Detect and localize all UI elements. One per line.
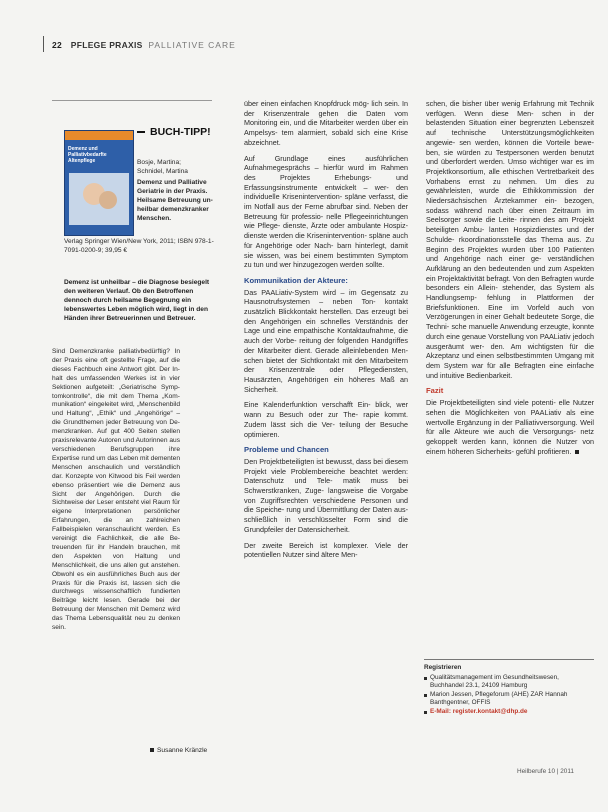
paragraph: Auf Grundlage eines ausführlichen Aufnahmegesprächs – hierfür wurd im Rahmen des Projektes Erhebungs- und Erfassungsinstrumente entwickelt – wer- den individuelle Krisenintervention- spläne verfasst, die im Notfall aus der Ferne abrufbar sind. Neben der Betreuung für professio- nelle Pflegeeinrichtungen wie Pflege- dienste, Ärzte oder ambulante Hospiz- dienste werden die Krisenintervention- spläne auch für Angehörige oder Nach- barn hinterlegt, damit sie wissen, was bei einem bestimmten Symptom zu tun und wer hinzugezogen werden sollte. [244,153,408,270]
subsection-title: PALLIATIVE CARE [148,40,236,50]
paragraph: schen, die bisher über wenig Erfahrung mit Technik verfügen. Wenn diese Men- schen in der belastenden Situation einer begrenzten Lebenszeit auf technische Unterstützungsmöglichkeiten angewie- sen werden, können die Vorteile bewe- ben, sie würden zu Testpersonen werden benutzt und überfordert werden. Umso wichtiger war es im Projektkonsortium, alle ethischen Vertretbarkeit des Vorhabens ernst zu nehmen. Um dies zu gewährleisten, wurde die Ethikkommission der Niedersächsischen Ärztekammer ein- bezogen, sodass während nach über einen Zeitraum im Seelsorger sowie die Leite- rinnen des am Projekt beteiligten Ambu- lanten Hospizdienstes und der Schulde- rkoordinationsstelle das Thema aus. Zu Beginn des Projektes wurden über 100 Patienten und Angehörige nach einer ge- verständlichen Aufklärung an den bedeutenden und zum Aspekten ein Projektaktivität befragt. Von den Befragten wurde besonders ein Allein- stehender, das System als Handlungsemp- fehlung in Plattformen der Briefsfunktionen. Eine im Vorfeld auch von Verzögerungen in einer Gehalt bedeutete Sorge, die Techni- sche manuelle Anwendung erzeugte, konnte durch eine genaue Vorstellung von PAALiativ jedoch ausgeräumt wer- den. Am wichtigsten für die Akzeptanz und einen selbstbestimmten Umgang mit dem System war für alle Befragten eine einfache und intuitive Bedienbarkeit. [426,99,594,380]
page-footer: Heilberufe 10 | 2011 [517,768,574,775]
paragraph: Die Projektbeteiligten sind viele potenti- elle Nutzer sehen die Möglichkeiten von PAALiativ als eine wertvolle Ergänzung in der Palliativversorgung. Weil für alle Akteure wie auch die Versorgungs- netz gekoppelt werden kann, können die Nutzer von einem höheren Sicherheits- gefühl profitieren. [426,398,594,456]
book-lead: Demenz ist unheilbar – die Diagnose besiegelt den weiteren Verlauf. Ob den Betroffenen dennoch durch heilsame Begegnung ein lebenswertes Leben möglich wird, liegt in den Händen ihrer Betreuerinnen und Betreuer. [64,279,210,322]
paragraph: Den Projektbeteiligten ist bewusst, dass bei diesem Projekt viele Problembereiche beachtet werden: Datenschutz und Tele- matik muss bei Schwerstkranken, Zuge- langsweise die Vorgabe von Zugriffsrechten verschiedene Personen und die Speiche- rung und Übermittlung der Daten aus- schließlich in verschlüsselter Form sind die Grundpfeiler der Datensicherheit. [244,456,408,534]
book-cover-image [64,130,134,236]
book-info [137,158,217,223]
paragraph: Das PAALiativ-System wird – im Gegensatz zu Hausnotrufsystemen – neben Ton- kontakt zusätzlich Blickkontakt herstellen. Das erzeugt bei den Angehörigen ein schnelles Verständnis der Lage und eine empathische Kontaktaufnahme, die auch der Vorbe- reitung der folgenden Handgriffes der Mitarbeiter dient. Gerade alleinlebenden Men- schen bietet der Sichtkontakt mit den Mitarbeitern der Krisenzentrale oder Pflegediensten, Hausärzten, Angehörigen ein höheres Maß an Sicherheit. [244,287,408,394]
book-tip-heading: BUCH-TIPP! [150,126,211,138]
book-title: Demenz und Palliative Geriatrie in der Praxis. Heilsame Betreuung un- heilbar demenzkranker Menschen. [137,179,213,222]
subheading: Kommunikation der Akteure: [244,275,348,285]
section-title: PFLEGE PRAXIS [70,40,143,50]
register-item: Marion Jessen, Pflegeforum (AHE) ZAR Hannah Banthgentner, OFFIS [424,691,594,708]
page-header [52,40,236,50]
heading-rule [137,131,145,133]
header-rule [43,36,44,52]
book-cover-title: Demenz und Palliativbedarfte Altenpflege [68,146,107,164]
subheading: Probleme und Chancen [244,445,329,455]
paragraph: Der zweite Bereich ist komplexer. Viele der potentiellen Nutzer sind ältere Men- [244,540,408,560]
page-number: 22 [52,40,63,50]
book-authors: Bosje, Martina; Schnidel, Martina [137,159,188,175]
book-publisher: Verlag Springer Wien/New York, 2011; ISBN 978-1-7091-0200-9; 39,95 € [64,238,214,254]
paragraph: Eine Kalenderfunktion verschafft Ein- blick, wer wann zu Besuch oder zur The- rapie kommt. Zudem lässt sich die Ver- teilung der Besuche optimieren. [244,400,408,439]
article-column-2 [244,99,408,566]
register-box [424,659,594,716]
article-column-3 [426,99,594,462]
paragraph: über einen einfachen Knopfdruck mög- lich sein. In der Krisenzentrale gehen die Daten vom Monitoring ein, und die Mitarbeiter werden über ein Ampelsys- tem alarmiert, sobald sich eine Krise abzeichnet. [244,99,408,147]
subheading: Fazit [426,386,444,396]
register-email[interactable]: E-Mail: register.kontakt@dhp.de [424,708,594,717]
review-signature: Susanne Kränzle [150,747,207,754]
review-body: Sind Demenzkranke palliativbedürftig? In der Praxis eine oft gestellte Frage, auf die dieses Fachbuch eine Antwort gibt. Der In- halt des umfassenden Werkes ist in vier Sektionen aufgeteilt: „Geriatrische Symp- tomkontrolle“, die mit dem Thema „Kom- munikation“ eingeleitet wird, „Menschenbild und Haltung“, „Ethik“ und „Angehörige“ – die Grundthemen jeder Betreuung von De- menzkranken. Auf gut 400 Seiten stellen praxisrelevante Autoren und Autorinnen aus verschiedenen Berufsgruppen ihre Expertise rund um das Leben mit dementen Menschen anschaulich und verständlich dar. Konzepte von Kitwood bis Feil werden ebenso präsentiert wie die Demenz aus Sicht der Angehörigen. Durch die Sichtweise der Leser entsteht viel Raum für eigene Interpretationen persönlicher Erfahrungen, die an zahlreichen Fallbeispielen veranschaulicht werden. Es vereinigt die Fachlichkeit, die alle Be- treuenden für ihr Handeln brauchen, mit den Aspekten von Haltung und Menschlichkeit, die uns allen gut anstehen. Obwohl es ein ausführliches Buch aus der Praxis für die Praxis ist, lassen sich die durchwegs wissenschaftlich fundierten Beiträge leicht lesen. Gerade bei der Betreuung der Menschen mit Demenz wird das Thema Lebensqualität neu zu denken sein. [52,348,180,632]
register-item: Qualitätsmanagement im Gesundheitswesen, Buchhandel 23.1, 24109 Hamburg [424,674,594,691]
review-text [52,348,180,639]
end-mark [575,450,579,454]
register-heading: Registrieren [424,664,462,671]
